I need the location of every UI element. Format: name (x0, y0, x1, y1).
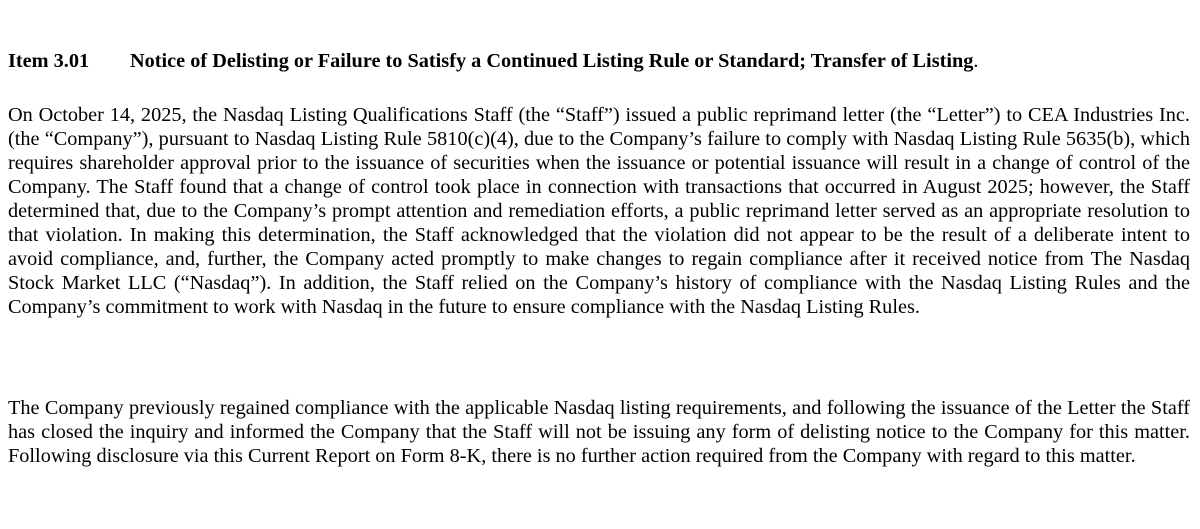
body-paragraph-1: On October 14, 2025, the Nasdaq Listing Qualifications Staff (the “Staff”) issued a public reprimand letter (the “Letter”) to CEA Industries Inc. (the “Company”), pursuant to Nasdaq Listing Rule 5810(c)(4), due to the Company’s failure to comply with Nasdaq Listing Rule 5635(b), which requires shareholder approval prior to the issuance of securities when the issuance or potential issuance will result in a change of control of the Company. The Staff found that a change of control took place in connection with transactions that occurred in August 2025; however, the Staff determined that, due to the Company’s prompt attention and remediation efforts, a public reprimand letter served as an appropriate resolution to that violation. In making this determination, the Staff acknowledged that the violation did not appear to be the result of a deliberate intent to avoid compliance, and, further, the Company acted promptly to make changes to regain compliance after it received notice from The Nasdaq Stock Market LLC (“Nasdaq”). In addition, the Staff relied on the Company’s history of compliance with the Nasdaq Listing Rules and the Company’s commitment to work with Nasdaq in the future to ensure compliance with the Nasdaq Listing Rules. (8, 104, 1190, 318)
body-paragraph-2: The Company previously regained compliance with the applicable Nasdaq listing requirements, and following the issuance of the Letter the Staff has closed the inquiry and informed the Company that the Staff will not be issuing any form of delisting notice to the Company for this matter. Following disclosure via this Current Report on Form 8-K, there is no further action required from the Company with regard to this matter. (8, 397, 1190, 467)
item-number: Item 3.01 (8, 50, 90, 72)
item-title-period: . (973, 50, 979, 72)
item-heading (8, 49, 978, 73)
item-title: Notice of Delisting or Failure to Satisfy a Continued Listing Rule or Standard; Transfer of Listing (130, 50, 974, 72)
